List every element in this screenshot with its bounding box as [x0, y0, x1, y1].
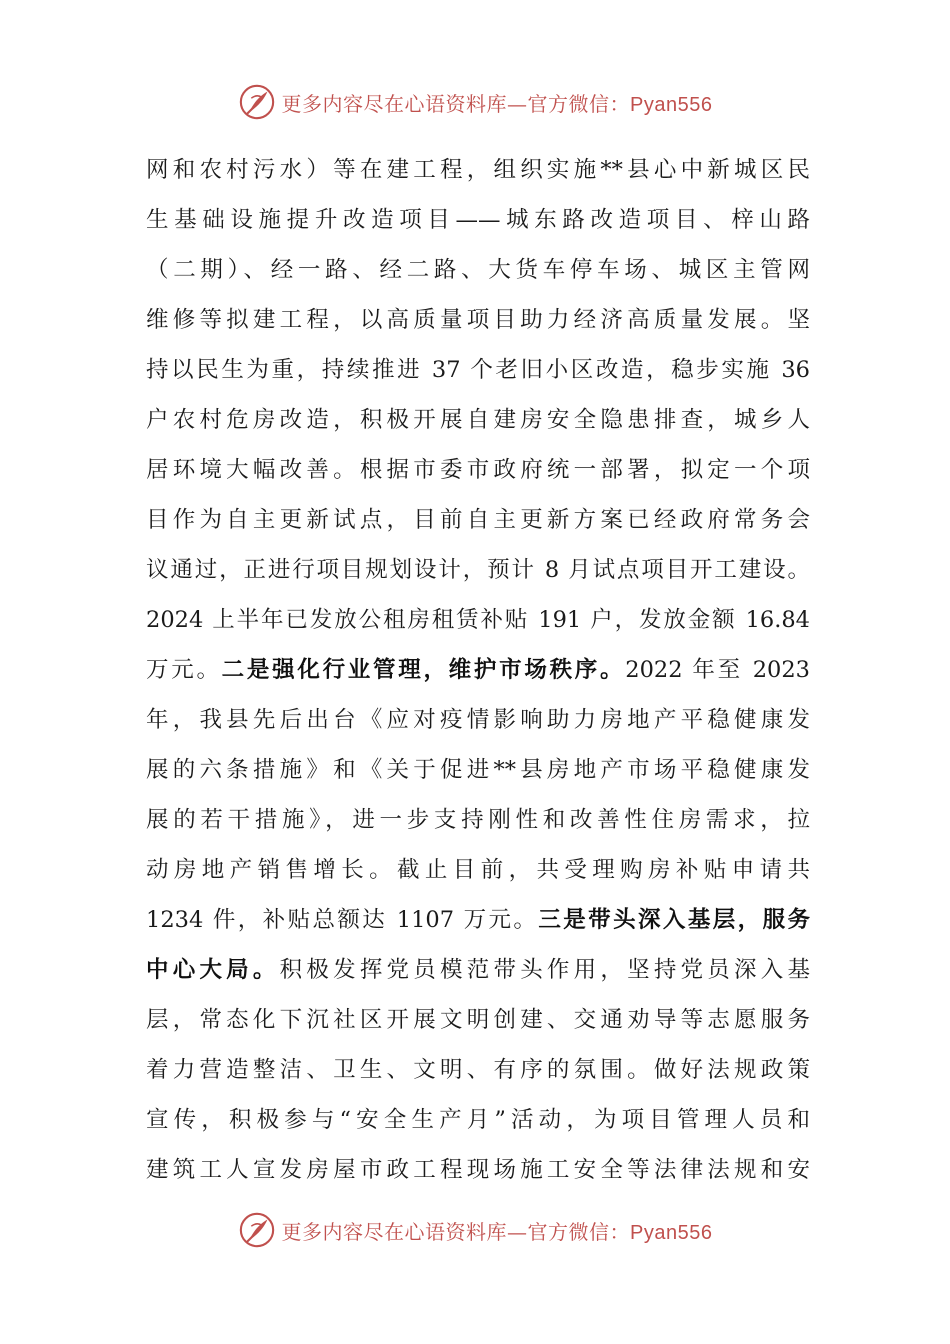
text-segment: 1234 件，补贴总额达 1107 万元。 [146, 907, 539, 933]
text-segment: 议通过，正进行项目规划设计，预计 8 月试点项目开工建设。 [146, 557, 810, 583]
bold-heading-text: 三是带头深入基层，服务 [538, 907, 810, 933]
text-segment: 网和农村污水）等在建工程，组织实施**县心中新城区民 [146, 157, 810, 183]
text-line [146, 595, 810, 645]
text-segment: 维修等拟建工程，以高质量项目助力经济高质量发展。坚 [146, 307, 810, 333]
text-line [146, 745, 810, 795]
text-line [146, 845, 810, 895]
text-segment: 动房地产销售增长。截止目前，共受理购房补贴申请共 [146, 857, 810, 883]
text-segment: 户农村危房改造，积极开展自建房安全隐患排查，城乡人 [146, 407, 810, 433]
text-line [146, 195, 810, 245]
header-banner [0, 80, 950, 124]
text-line [146, 245, 810, 295]
text-segment: 积极发挥党员模范带头作用，坚持党员深入基 [279, 957, 810, 983]
banner-text: 更多内容尽在心语资料库—官方微信：Pyan556 [281, 91, 713, 116]
text-line [146, 345, 810, 395]
text-line [146, 445, 810, 495]
text-segment: 万元。 [146, 657, 222, 683]
text-line [146, 545, 810, 595]
text-segment: 宣传，积极参与“安全生产月”活动，为项目管理人员和 [146, 1107, 810, 1133]
text-line [146, 995, 810, 1045]
text-segment: 2024 上半年已发放公租房租赁补贴 191 户，发放金额 16.84 [146, 607, 810, 633]
text-line [146, 645, 810, 695]
quill-logo-icon [238, 83, 276, 121]
quill-logo-icon [238, 1211, 276, 1249]
text-line [146, 945, 810, 995]
text-line [146, 1145, 810, 1195]
text-segment: 生基础设施提升改造项目——城东路改造项目、梓山路 [146, 207, 810, 233]
text-segment: 展的六条措施》和《关于促进**县房地产市场平稳健康发 [146, 757, 810, 783]
text-segment: 展的若干措施》，进一步支持刚性和改善性住房需求，拉 [146, 807, 810, 833]
document-body [146, 145, 810, 1195]
text-line [146, 1045, 810, 1095]
text-line [146, 1095, 810, 1145]
text-segment: 2022 年至 2023 [625, 657, 810, 683]
text-line [146, 495, 810, 545]
text-line [146, 295, 810, 345]
text-segment: 建筑工人宣发房屋市政工程现场施工安全等法律法规和安 [146, 1157, 810, 1183]
text-line [146, 695, 810, 745]
text-line [146, 145, 810, 195]
text-segment: 持以民生为重，持续推进 37 个老旧小区改造，稳步实施 36 [146, 357, 810, 383]
text-segment: 着力营造整洁、卫生、文明、有序的氛围。做好法规政策 [146, 1057, 810, 1083]
bold-heading-text: 中心大局。 [146, 957, 280, 983]
text-segment: 目作为自主更新试点，目前自主更新方案已经政府常务会 [146, 507, 810, 533]
text-line [146, 795, 810, 845]
banner-text: 更多内容尽在心语资料库—官方微信：Pyan556 [281, 1219, 713, 1244]
text-segment: 居环境大幅改善。根据市委市政府统一部署，拟定一个项 [146, 457, 810, 483]
text-line [146, 395, 810, 445]
text-segment: （二期）、经一路、经二路、大货车停车场、城区主管网 [146, 257, 810, 283]
bold-heading-text: 二是强化行业管理，维护市场秩序。 [221, 657, 626, 683]
text-segment: 层，常态化下沉社区开展文明创建、交通劝导等志愿服务 [146, 1007, 810, 1033]
footer-banner [0, 1208, 950, 1252]
text-line [146, 895, 810, 945]
text-segment: 年，我县先后出台《应对疫情影响助力房地产平稳健康发 [146, 707, 810, 733]
